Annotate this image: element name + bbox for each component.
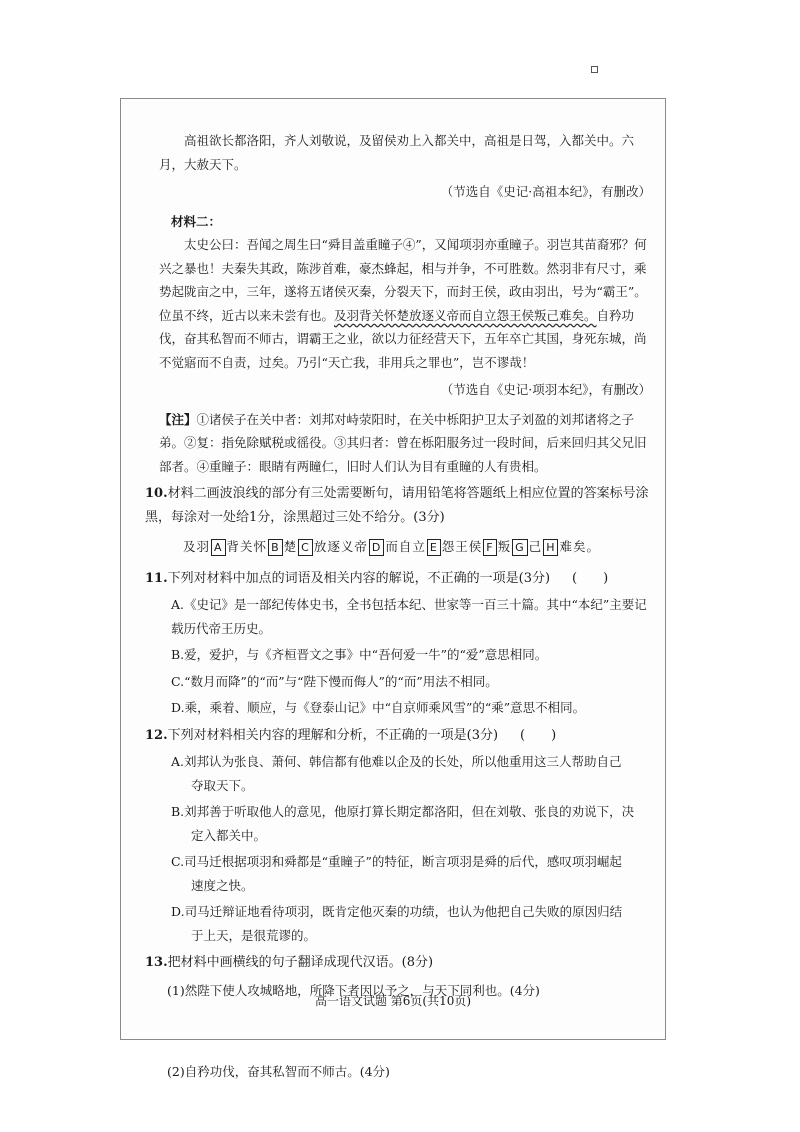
option-text-cont: 夺取天下。 xyxy=(191,777,254,793)
note-label: 【注】 xyxy=(159,411,197,427)
option-text: “数月而降”的“而”与“陛下慢而侮人”的“而”用法不相同。 xyxy=(184,673,498,689)
option-key: A. xyxy=(171,597,185,612)
q11-option-a[interactable] xyxy=(159,593,651,640)
option-text: 司马迁辩证地看待项羽，既肯定他灭秦的功绩，也认为他把自己失败的原因归结 xyxy=(184,904,623,919)
q12-option-a[interactable] xyxy=(159,750,651,797)
material2-text-2: 自矜 xyxy=(596,307,622,323)
q13-sentence-2: (2)自矜功伐，奋其私智而不师古。(4分) xyxy=(167,1064,390,1079)
q10-segment: 放逐义帝 xyxy=(313,539,368,554)
question-12 xyxy=(145,724,651,748)
q12-option-b[interactable] xyxy=(159,800,651,847)
exam-page xyxy=(120,98,666,1079)
option-text: 刘邦善于听取他人的意见，他原打算长期定都洛阳，但在刘敬、张良的劝说下，决 xyxy=(184,804,635,819)
q12-option-c[interactable] xyxy=(159,850,651,897)
material1-source: （节选自《史记·高祖本纪》，有删改） xyxy=(440,184,651,199)
q10-marker-h[interactable]: H xyxy=(543,539,558,556)
q12-option-d[interactable] xyxy=(159,900,651,947)
page-footer: 高一语文试题 第6页(共10页) xyxy=(314,994,472,1008)
q10-marker-b[interactable]: B xyxy=(268,539,283,556)
q12-number: 12. xyxy=(145,727,168,743)
option-key: C. xyxy=(171,854,185,869)
option-text-cont: 于上天，是很荒谬的。 xyxy=(191,927,317,943)
option-text: 司马迁根据项羽和舜都是“重瞳子”的特征，断言项羽是舜的后代，感叹项羽崛起 xyxy=(184,854,622,869)
q12-text: 下列对材料相关内容的理解和分析，不正确的一项是(3分) xyxy=(167,727,499,743)
underlined-sentence: 功伐，奋其私智而不师古 xyxy=(159,307,635,346)
note-text: ①诸侯子在关中者：刘邦对峙荥阳时，在关中栎阳护卫太子刘盈的刘邦诸将之子弟。②复：指免除赋税或徭役。③其归者：曾在栎阳服务过一段时间，后来回归其父兄旧部者。④重瞳子：眼睛有两瞳仁，旧时人们认为目有重瞳的人有贵相。 xyxy=(159,411,647,474)
material2-heading: 材料二： xyxy=(171,213,222,229)
q10-text: 材料二画波浪线的部分有三处需要断句，请用铅笔将答题纸上相应位置的答案标号涂黑，每涂对一处给1分，涂黑超过三处不给分。(3分) xyxy=(145,486,649,525)
q10-segment: 楚 xyxy=(283,539,298,554)
q12-answer-paren[interactable]: ( ) xyxy=(520,727,557,743)
option-text-cont: 定入都关中。 xyxy=(191,827,267,843)
q10-segmentation xyxy=(183,535,651,559)
material2-paragraph xyxy=(159,233,651,374)
material2-text: 太史公曰：吾闻之周生曰“舜目盖重瞳子④”，又闻项羽亦重瞳子。羽岂其苗裔邪？何兴之暴也！夫秦失其政，陈涉首难，豪杰蜂起，相与并争，不可胜数。然羽非有尺寸，乘势起陇亩之中，三年，遂将五诸侯灭秦，分裂天下，而封王侯，政由羽出，号为“霸王”。位虽不终，近古以来未尝有也。 xyxy=(159,237,647,323)
q10-segment: 背关怀 xyxy=(226,539,268,554)
option-text: 刘邦认为张良、萧何、韩信都有他难以企及的长处，所以他重用这三人帮助自己 xyxy=(184,754,622,769)
q10-marker-e[interactable]: E xyxy=(427,539,441,556)
option-key: D. xyxy=(171,904,185,919)
option-key: A. xyxy=(171,754,185,769)
q10-segment: 叛 xyxy=(497,539,512,554)
option-text-cont: 速度之快。 xyxy=(191,877,254,893)
material2-text-3: ，谓霸王之业，欲以力征经营天下，五年卒亡其国，身死东城，尚不觉寤而不自责，过矣。乃引“天亡我，非用兵之罪也”，岂不谬哉！ xyxy=(159,331,647,370)
question-11 xyxy=(145,567,651,591)
question-13 xyxy=(145,951,651,975)
q10-marker-d[interactable]: D xyxy=(369,539,384,556)
q13-sentence-1: (1)然陛下使人攻城略地，所降下者因以予之，与天下同利也。(4分) xyxy=(167,982,540,998)
option-key: B. xyxy=(171,647,185,662)
material2-source: （节选自《史记·项羽本纪》，有删改） xyxy=(440,382,651,397)
q11-text: 下列对材料中加点的词语及相关内容的解说，不正确的一项是(3分) xyxy=(167,570,551,586)
q10-marker-a[interactable]: A xyxy=(211,539,226,556)
q10-segment: 己 xyxy=(528,539,543,554)
q13-number: 13. xyxy=(145,955,168,970)
q13-text: 把材料中画横线的句子翻译成现代汉语。(8分) xyxy=(167,955,434,970)
q10-segment: 怨王侯 xyxy=(441,539,483,554)
q10-segment: 及羽 xyxy=(183,539,211,554)
q10-marker-g[interactable]: G xyxy=(512,539,528,556)
q10-marker-f[interactable]: F xyxy=(483,539,496,556)
corner-mark xyxy=(591,66,598,73)
q10-segment: 而自立 xyxy=(385,539,426,554)
q11-number: 11. xyxy=(145,570,168,586)
material1-line1: 高祖欲长都洛阳，齐人刘敬说，及留侯劝上入都关中，高祖是日驾，入都关中。六 xyxy=(184,133,635,148)
annotation xyxy=(159,408,651,479)
q11-option-c[interactable] xyxy=(159,670,651,694)
page-content xyxy=(145,129,651,1084)
option-text: 爱，爱护，与《齐桓晋文之事》中“吾何爱一牛”的“爱”意思相同。 xyxy=(184,647,548,662)
q10-segment: 难矣。 xyxy=(559,539,600,554)
material1-line2: 月，大赦天下。 xyxy=(159,156,247,172)
q11-option-d[interactable] xyxy=(159,696,651,720)
q10-marker-c[interactable]: C xyxy=(298,539,313,556)
q11-answer-paren[interactable]: ( ) xyxy=(572,570,609,586)
q13-answer-space-1[interactable] xyxy=(159,1002,651,1056)
option-text: 乘，乘着、顺应，与《登泰山记》中“自京师乘风雪”的“乘”意思不相同。 xyxy=(184,700,586,715)
option-key: D. xyxy=(171,700,185,715)
option-key: C. xyxy=(171,673,185,689)
q11-option-b[interactable] xyxy=(159,643,651,667)
q10-number: 10. xyxy=(145,486,168,501)
option-text: 《史记》是一部纪传体史书，全书包括本纪、世家等一百三十篇。其中“本纪”主要记载历代帝王历史。 xyxy=(171,597,647,636)
wavy-underlined-text: 及羽背关怀楚放逐义帝而自立怨王侯叛己难矣。 xyxy=(334,307,597,323)
option-key: B. xyxy=(171,804,185,819)
question-10 xyxy=(145,482,651,529)
